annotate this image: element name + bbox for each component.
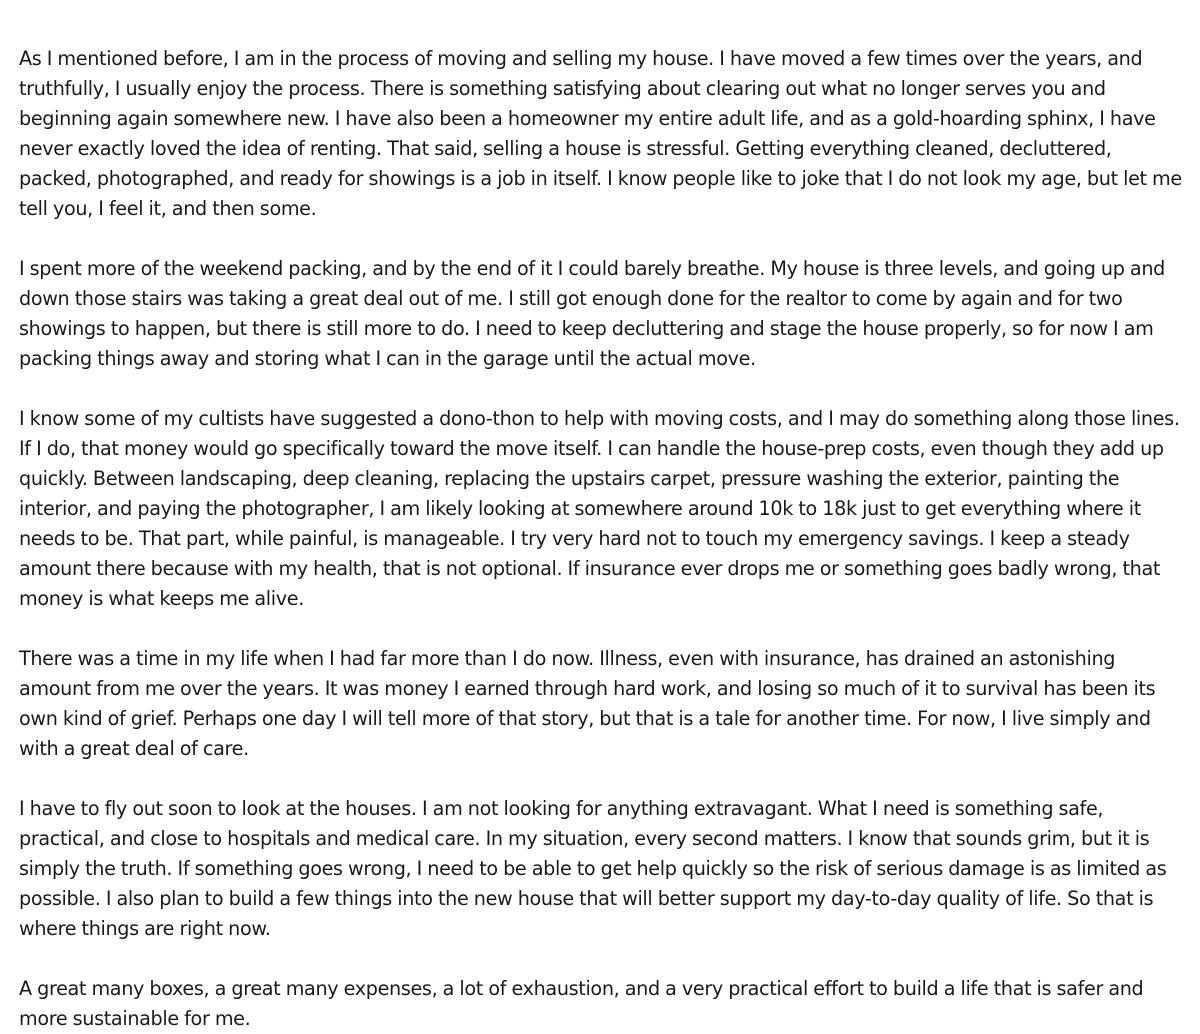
paragraph-weekend-packing: I spent more of the weekend packing, and by the end of it I could barely breathe. My house is three levels, and going up and down those stairs was taking a great deal out of me. I still got enough done for the realtor to come by again and for two showings to happen, but there is still more to do. I need to keep decluttering and stage the house properly, so for now I am packing things away and storing what I can in the garage until the actual move. — [19, 257, 1165, 370]
paragraph-closing: A great many boxes, a great many expenses, a lot of exhaustion, and a very practical effort to build a life that is safer and more sustainable for me. — [19, 977, 1144, 1030]
paragraph-illness-history: There was a time in my life when I had far more than I do now. Illness, even with insurance, has drained an astonishing amount from me over the years. It was money I earned through hard work, and losing so much of it to survival has been its own kind of grief. Perhaps one day I will tell more of that story, but that is a tale for another time. For now, I live simply and with a great deal of care. — [19, 647, 1156, 760]
paragraph-moving-costs: I know some of my cultists have suggested a dono-thon to help with moving costs, and I may do something along those lines. If I do, that money would go specifically toward the move itself. I can handle the house-prep costs, even though they add up quickly. Between landscaping, deep cleaning, replacing the upstairs carpet, pressure washing the exterior, painting the interior, and paying the photographer, I am likely looking at somewhere around 10k to 18k just to get everything where it needs to be. That part, while painful, is manageable. I try very hard not to touch my emergency savings. I keep a steady amount there because with my health, that is not optional. If insurance ever drops me or something goes badly wrong, that money is what keeps me alive. — [19, 407, 1180, 610]
paragraph-house-search: I have to fly out soon to look at the houses. I am not looking for anything extravagant. What I need is something safe, practical, and close to hospitals and medical care. In my situation, every second matters. I know that sounds grim, but it is simply the truth. If something goes wrong, I need to be able to get help quickly so the risk of serious damage is as limited as possible. I also plan to build a few things into the new house that will better support my day-to-day quality of life. So that is where things are right now. — [19, 797, 1167, 940]
paragraph-moving-intro: As I mentioned before, I am in the process of moving and selling my house. I have moved a few times over the years, and truthfully, I usually enjoy the process. There is something satisfying about clearing out what no longer serves you and beginning again somewhere new. I have also been a homeowner my entire adult life, and as a gold-hoarding sphinx, I have never exactly loved the idea of renting. That said, selling a house is stressful. Getting everything cleaned, decluttered, packed, photographed, and ready for showings is a job in itself. I know people like to joke that I do not look my age, but let me tell you, I feel it, and then some. — [19, 47, 1182, 220]
